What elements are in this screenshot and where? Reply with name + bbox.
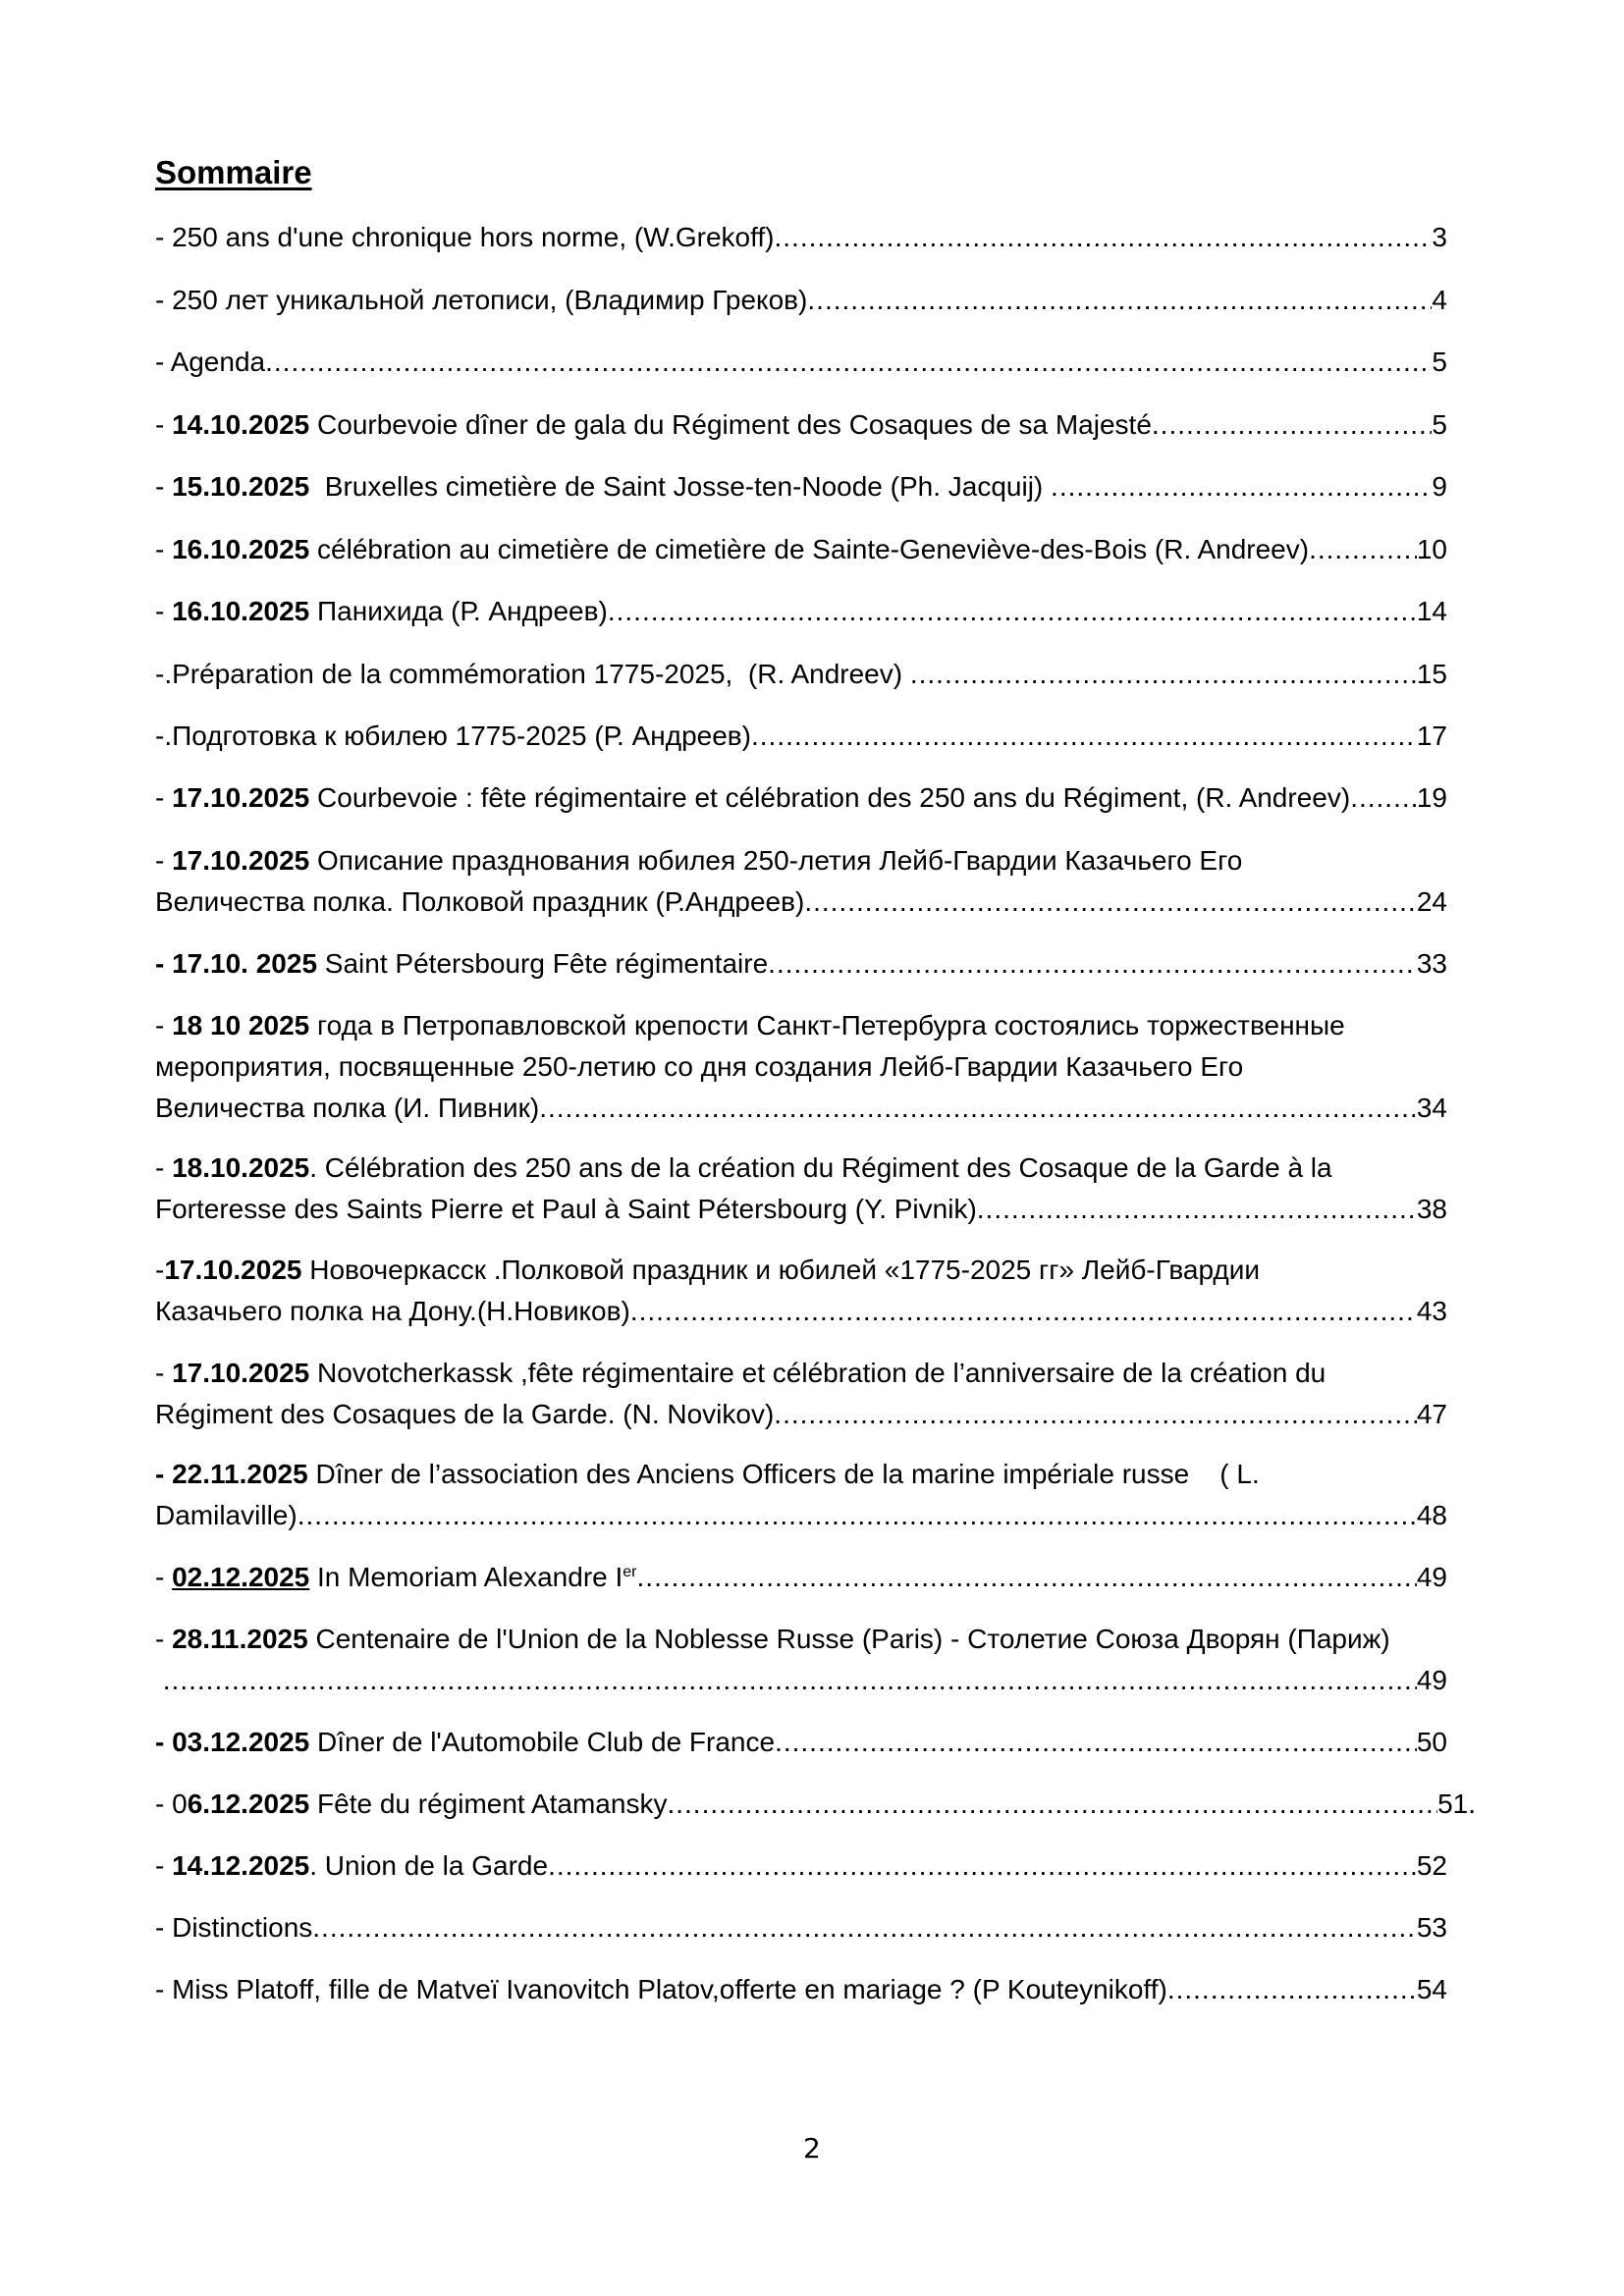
dot-leader (667, 1789, 1437, 1820)
entry-page-number: 14 (1416, 596, 1447, 626)
entry-prefix: - (155, 222, 173, 252)
entry-page-number: 24 (1416, 886, 1447, 917)
dot-leader (548, 1850, 1417, 1882)
toc-entry-continuation[interactable] (155, 1296, 1447, 1327)
entry-date: 18 10 2025 (172, 1010, 310, 1041)
entry-prefix: - (155, 1010, 173, 1041)
entry-date: 16.10.2025 (172, 534, 310, 564)
toc-entry[interactable] (155, 1255, 1447, 1286)
entry-text: Damilaville) (155, 1500, 298, 1530)
toc-entry[interactable] (155, 347, 1447, 378)
entry-page-number: 49 (1416, 1665, 1447, 1695)
entry-prefix: - (155, 1624, 173, 1654)
toc-entry[interactable] (155, 1010, 1447, 1041)
dot-leader (1309, 534, 1417, 565)
entry-prefix: - (155, 845, 173, 876)
entry-text: . Union de la Garde (309, 1850, 549, 1881)
dot-leader (977, 1194, 1417, 1225)
dot-leader (775, 1727, 1417, 1758)
entry-date: 17.10. 2025 (172, 948, 318, 979)
entry-date: 15.10.2025 (172, 471, 310, 502)
toc-entry[interactable] (155, 222, 1447, 253)
toc-entry[interactable] (155, 721, 1447, 752)
entry-text: Панихида (Р. Андреев) (309, 596, 608, 626)
entry-text: Novotcherkassk ,fête régimentaire et célébration de l’anniversaire de la création du (309, 1358, 1326, 1388)
entry-text: Distinctions (172, 1912, 313, 1943)
entry-text: Величества полка (И. Пивник) (155, 1093, 540, 1123)
toc-entry-continuation[interactable] (155, 1194, 1447, 1225)
toc-entry-continuation[interactable] (155, 1051, 1447, 1083)
entry-date: 14.12.2025 (172, 1850, 310, 1881)
toc-entry-continuation[interactable] (155, 886, 1447, 918)
toc-entry[interactable] (155, 1459, 1447, 1490)
page-title: Sommaire (155, 154, 312, 190)
entry-page-number: 5 (1432, 409, 1447, 440)
toc-entry[interactable] (155, 1152, 1447, 1184)
entry-text (155, 1665, 163, 1696)
entry-text: célébration au cimetière de cimetière de Sainte-Geneviève-des-Bois (R. Andreev) (309, 534, 1310, 564)
dot-leader (539, 1093, 1417, 1124)
dot-leader (630, 1296, 1417, 1327)
toc-entry-continuation[interactable] (155, 1093, 1447, 1124)
entry-text: Forteresse des Saints Pierre et Paul à Saint Pétersbourg (Y. Pivnik) (155, 1194, 977, 1224)
dot-leader (751, 721, 1417, 752)
toc-entry[interactable] (155, 1562, 1447, 1593)
toc-entry[interactable] (155, 1624, 1520, 1655)
entry-text: Centenaire de l'Union de la Noblesse Russe (Paris) - Столетие Союза Дворян (Париж) (307, 1624, 1390, 1654)
entry-page-number: 17 (1416, 721, 1447, 751)
entry-prefix: - (155, 1255, 165, 1285)
dot-leader (265, 347, 1432, 378)
entry-date: 03.12.2025 (172, 1727, 310, 1757)
dot-leader (807, 285, 1432, 316)
entry-date: 6.12.2025 (187, 1789, 310, 1819)
dot-leader (608, 596, 1417, 627)
entry-date: 17.10.2025 (164, 1255, 302, 1285)
entry-text: Fête du régiment Atamansky (309, 1789, 668, 1819)
entry-date: 17.10.2025 (172, 1358, 310, 1388)
entry-prefix: -. (155, 659, 173, 689)
entry-page-number: 9 (1432, 471, 1447, 502)
entry-page-number: 48 (1416, 1500, 1447, 1530)
entry-page-number: 10 (1416, 534, 1447, 564)
entry-text: Préparation de la commémoration 1775-2025, (R. Andreev) (172, 659, 910, 689)
toc-entry[interactable] (155, 1974, 1447, 2005)
toc-entry[interactable] (155, 659, 1447, 690)
entry-page-number: 15 (1416, 659, 1447, 689)
superscript: er (623, 1564, 637, 1580)
entry-prefix: - (155, 1358, 173, 1388)
toc-entry[interactable] (155, 948, 1447, 980)
entry-prefix: - (155, 1459, 173, 1489)
toc-entry[interactable] (155, 409, 1447, 441)
entry-prefix: - (155, 347, 171, 377)
entry-text: Saint Pétersbourg Fête régimentaire (317, 948, 769, 979)
entry-text: 250 лет уникальной летописи, (Владимир Греков) (172, 285, 808, 315)
entry-text: Dîner de l’association des Anciens Officers de la marine impériale russe ( L. (307, 1459, 1260, 1489)
entry-page-number: 3 (1432, 222, 1447, 252)
entry-text: Dîner de l'Automobile Club de France (309, 1727, 776, 1757)
dot-leader (298, 1500, 1417, 1531)
entry-prefix: -. (155, 721, 173, 751)
dot-leader (637, 1562, 1417, 1593)
entry-page-number: 43 (1416, 1296, 1447, 1326)
entry-text: Agenda (170, 347, 266, 377)
entry-page-number: 5 (1432, 347, 1447, 377)
entry-page-number: 51. (1437, 1789, 1476, 1819)
entry-text: Описание празднования юбилея 250-летия Лейб-Гвардии Казачьего Его (309, 845, 1243, 876)
entry-page-number: 54 (1416, 1974, 1447, 2004)
entry-text: Courbevoie dîner de gala du Régiment des Cosaques de sa Majesté (309, 409, 1152, 440)
entry-text: In Memoriam Alexandre I (309, 1562, 623, 1592)
toc-entry[interactable] (155, 534, 1447, 565)
entry-text: Miss Platoff, fille de Matveï Ivanovitch Platov,offerte en mariage ? (P Kouteynikoff) (172, 1974, 1167, 2004)
entry-prefix: - (155, 534, 173, 564)
entry-prefix: - (155, 596, 173, 626)
entry-page-number: 53 (1416, 1912, 1447, 1943)
entry-page-number: 4 (1432, 285, 1447, 315)
entry-text: Казачьего полка на Дону.(Н.Новиков) (155, 1296, 630, 1326)
dot-leader (1167, 1974, 1417, 2005)
dot-leader (312, 1912, 1417, 1944)
toc-entry[interactable] (155, 285, 1447, 316)
entry-prefix: - (155, 1850, 173, 1881)
entry-date: 16.10.2025 (172, 596, 310, 626)
toc-entry[interactable] (155, 1789, 1476, 1820)
entry-page-number: 38 (1416, 1194, 1447, 1224)
dot-leader (1152, 409, 1433, 441)
toc-entry[interactable] (155, 782, 1447, 814)
entry-text: Régiment des Cosaques de la Garde. (N. Novikov) (155, 1399, 775, 1429)
entry-prefix: - 0 (155, 1789, 188, 1819)
entry-text: 250 ans d'une chronique hors norme, (W.Grekoff) (172, 222, 775, 252)
toc-entry[interactable] (155, 471, 1447, 503)
entry-prefix: - (155, 1562, 173, 1592)
entry-text: Bruxelles cimetière de Saint Josse-ten-Noode (Ph. Jacquij) (309, 471, 1052, 502)
entry-prefix: - (155, 948, 173, 979)
entry-prefix: - (155, 409, 173, 440)
entry-text: года в Петропавловской крепости Санкт-Петербурга состоялись торжественные (309, 1010, 1345, 1041)
entry-date: 22.11.2025 (172, 1459, 308, 1489)
toc-entry[interactable] (155, 1850, 1447, 1882)
dot-leader (768, 948, 1417, 980)
page-number: 2 (803, 2132, 821, 2164)
toc-entry[interactable] (155, 1912, 1447, 1944)
entry-text: мероприятия, посвященные 250-летию со дня создания Лейб-Гвардии Казачьего Его (155, 1051, 1244, 1082)
entry-page-number: 19 (1416, 782, 1447, 813)
entry-date: 18.10.2025 (172, 1152, 310, 1183)
entry-date: 17.10.2025 (172, 845, 310, 876)
dot-leader (774, 1399, 1417, 1430)
toc-entry[interactable] (155, 845, 1447, 877)
toc-entry[interactable] (155, 1358, 1447, 1389)
entry-page-number: 49 (1416, 1562, 1447, 1592)
entry-page-number: 34 (1416, 1093, 1447, 1123)
dot-leader (804, 886, 1417, 918)
toc-entry-continuation[interactable] (155, 1665, 1447, 1696)
toc-entry-continuation[interactable] (155, 1500, 1447, 1531)
entry-text: . Célébration des 250 ans de la création du Régiment des Cosaque de la Garde à la (309, 1152, 1332, 1183)
entry-prefix: - (155, 1152, 173, 1183)
toc-entry-continuation[interactable] (155, 1399, 1447, 1430)
entry-page-number: 50 (1416, 1727, 1447, 1757)
entry-text: Courbevoie : fête régimentaire et célébration des 250 ans du Régiment, (R. Andreev) (309, 782, 1351, 813)
entry-page-number: 52 (1416, 1850, 1447, 1881)
entry-prefix: - (155, 285, 173, 315)
dot-leader (163, 1665, 1417, 1696)
dot-leader (910, 659, 1417, 690)
entry-date: 02.12.2025 (172, 1562, 310, 1592)
entry-date: 28.11.2025 (172, 1624, 308, 1654)
entry-prefix: - (155, 782, 173, 813)
dot-leader (1350, 782, 1417, 814)
entry-text: Новочеркасск .Полковой праздник и юбилей «1775-2025 гг» Лейб-Гвардии (301, 1255, 1261, 1285)
entry-text: Величества полка. Полковой праздник (Р.Андреев) (155, 886, 805, 917)
entry-prefix: - (155, 1912, 173, 1943)
entry-prefix: - (155, 1727, 173, 1757)
entry-date: 17.10.2025 (172, 782, 310, 813)
dot-leader (1051, 471, 1432, 503)
dot-leader (774, 222, 1432, 253)
entry-page-number: 47 (1416, 1399, 1447, 1429)
entry-date: 14.10.2025 (172, 409, 310, 440)
entry-page-number: 33 (1416, 948, 1447, 979)
toc-entry[interactable] (155, 596, 1447, 627)
entry-prefix: - (155, 471, 173, 502)
entry-prefix: - (155, 1974, 173, 2004)
entry-text: Подготовка к юбилею 1775-2025 (Р. Андреев) (172, 721, 751, 751)
toc-entry[interactable] (155, 1727, 1447, 1758)
